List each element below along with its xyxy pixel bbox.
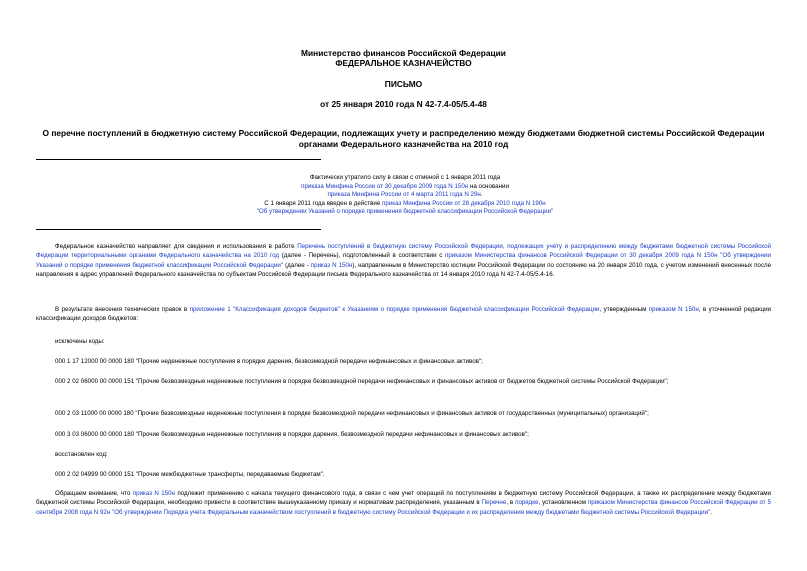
link-order-150n-short[interactable]: приказ N 150н: [310, 261, 353, 269]
paragraph-2: В результате внесения технических правок в приложение 1 "Классификация доходов бюджетов" к Указаниям о порядке применения бюджетной классификации Российской Федерации, утвержденным приказом N 150н, в уточненной редакции классификации доходов бюджетов:: [36, 306, 771, 323]
status-note-line-3: приказа Минфина России от 4 марта 2011 года N 29н.: [327, 191, 483, 198]
link-order-150n-attention[interactable]: приказ N 150н: [132, 490, 175, 497]
paragraph-3: Обращаем внимание, что приказ N 150н подлежит применению с начала текущего финансового года, в связи с чем учет операций по поступлениям в бюджетную систему Российской Федерации, а также их распределение между бюджетами бюджетной системы Российской Федерации, необходимо привести в соответствие вышеуказанному приказу и нормативам распределения, указанным в Перечне, в порядке, установленном приказом Министерства финансов Российской Федерации от 5 сентября 2008 года N 92н "Об утверждении Порядка учета Федеральным казначейством поступлений в бюджетную систему Российской Федерации и их распределения между бюджетами бюджетной системы Российской Федерации".: [36, 490, 771, 516]
document-title: О перечне поступлений в бюджетную систему Российской Федерации, подлежащих учету и распределению между бюджетами бюджетной системы Российской Федерации органами Федерального казначейства на 2010 год: [42, 128, 765, 149]
status-note-line-4: С 1 января 2011 года введен в действие приказ Минфина России от 28 декабря 2010 года N 190н: [264, 199, 546, 207]
code-entry-4: 000 3 03 06000 00 0000 180 "Прочие безвозмездные неденежные поступления в порядке дарения, безвозмездной передачи нефинансовых и финансовых активов";: [55, 431, 529, 438]
code-entry-5: 000 2 02 04999 00 0000 151 "Прочие межбюджетные трансферты, передаваемые бюджетам".: [55, 471, 325, 478]
link-order-190n[interactable]: приказ Минфина России от 28 декабря 2010 года N 190н: [382, 199, 546, 207]
agency-name: ФЕДЕРАЛЬНОЕ КАЗНАЧЕЙСТВО: [335, 58, 472, 68]
paragraph-1: Федеральное казначейство направляет для сведения и использования в работе Перечень поступлений в бюджетную систему Российской Федерации, подлежащих учету и распределению между бюджетами бюджетной системы Российской Федерации территориальными органами Федерального казначейства на 2010 год (далее - Перечень), подготовленный в соответствии с приказом Министерства финансов Российской Федерации от 30 декабря 2009 года N 150н "Об утверждении Указаний о порядке применения бюджетной классификации Российской Федерации" (далее - приказ N 150н), направленным в Министерство юстиции Российской Федерации по состоянию на 20 января 2010 года, с учетом изменений внесенных после направления в адрес управлений Федерального казначейства по субъектам Российской Федерации письма Федерального казначейства от 14 января 2010 года N 42-7.4-05/5.4-16.: [36, 243, 772, 278]
document-type: ПИСЬМО: [384, 79, 423, 89]
status-note-line-5: [190, 208, 620, 217]
link-order-150n-approved[interactable]: приказом N 150н: [648, 306, 699, 313]
link-order-29n[interactable]: приказа Минфина России от 4 марта 2011 года N 29н: [327, 191, 481, 198]
status-note-line-1: Фактически утратило силу в связи с отменой с 1 января 2011 года: [309, 174, 501, 181]
link-order-92n[interactable]: приказом Министерства финансов Российской Федерации от 5 сентября 2008 года N 92н "Об утверждении Порядка учета Федеральным казначейством поступлений в бюджетную систему Российской Федерации и их распределения между бюджетами бюджетной системы Российской Федерации": [36, 499, 771, 516]
link-order-150n[interactable]: приказа Минфина России от 30 декабря 2009 года N 150н: [301, 182, 469, 190]
divider-bottom: [36, 229, 321, 230]
link-order-150n-full[interactable]: приказом Министерства финансов Российской Федерации от 30 декабря 2009 года N 150н "Об утверждении Указаний о порядке применения бюджетной классификации Российской Федерации": [36, 252, 771, 269]
status-note-line-2: приказа Минфина России от 30 декабря 2009 года N 150н на основании: [301, 182, 509, 190]
link-order-190n-title[interactable]: "Об утверждении Указаний о порядке применения бюджетной классификации Российской Федерации": [256, 208, 554, 215]
ministry-name: Министерство финансов Российской Федерации: [301, 48, 506, 58]
code-entry-2: 000 2 02 06000 00 0000 151 "Прочие безвозмездные неденежные поступления в порядке безвозмездной передачи нефинансовых и финансовых активов от бюджетов бюджетной системы Российской Федерации";: [55, 378, 669, 385]
restored-code-label: восстановлен код:: [55, 451, 108, 458]
excluded-codes-label: исключены коды:: [55, 338, 105, 345]
link-poryadok[interactable]: порядке: [515, 499, 539, 507]
link-appendix-1[interactable]: приложение 1 "Классификация доходов бюджетов" к Указаниям о порядке применения бюджетной классификации Российской Федерации: [189, 306, 600, 313]
divider-top: [36, 159, 321, 160]
status-note: [190, 174, 620, 217]
link-perechen-short[interactable]: Перечне: [481, 499, 507, 507]
link-perechen[interactable]: Перечень поступлений в бюджетную систему Российской Федерации, подлежащих учету и распределению между бюджетами бюджетной системы Российской Федерации территориальными органами Федерального казначейства на 2010 год: [36, 243, 771, 260]
code-entry-3: 000 2 03 11000 00 0000 180 "Прочие безвозмездные неденежные поступления в порядке безвозмездной передачи нефинансовых и финансовых активов от государственных (муниципальных) организаций";: [55, 410, 649, 417]
document-date: от 25 января 2010 года N 42-7.4-05/5.4-48: [320, 99, 487, 109]
code-entry-1: 000 1 17 12000 00 0000 180 "Прочие неденежные поступления в порядке дарения, безвозмездной передачи нефинансовых и финансовых активов";: [55, 358, 483, 365]
